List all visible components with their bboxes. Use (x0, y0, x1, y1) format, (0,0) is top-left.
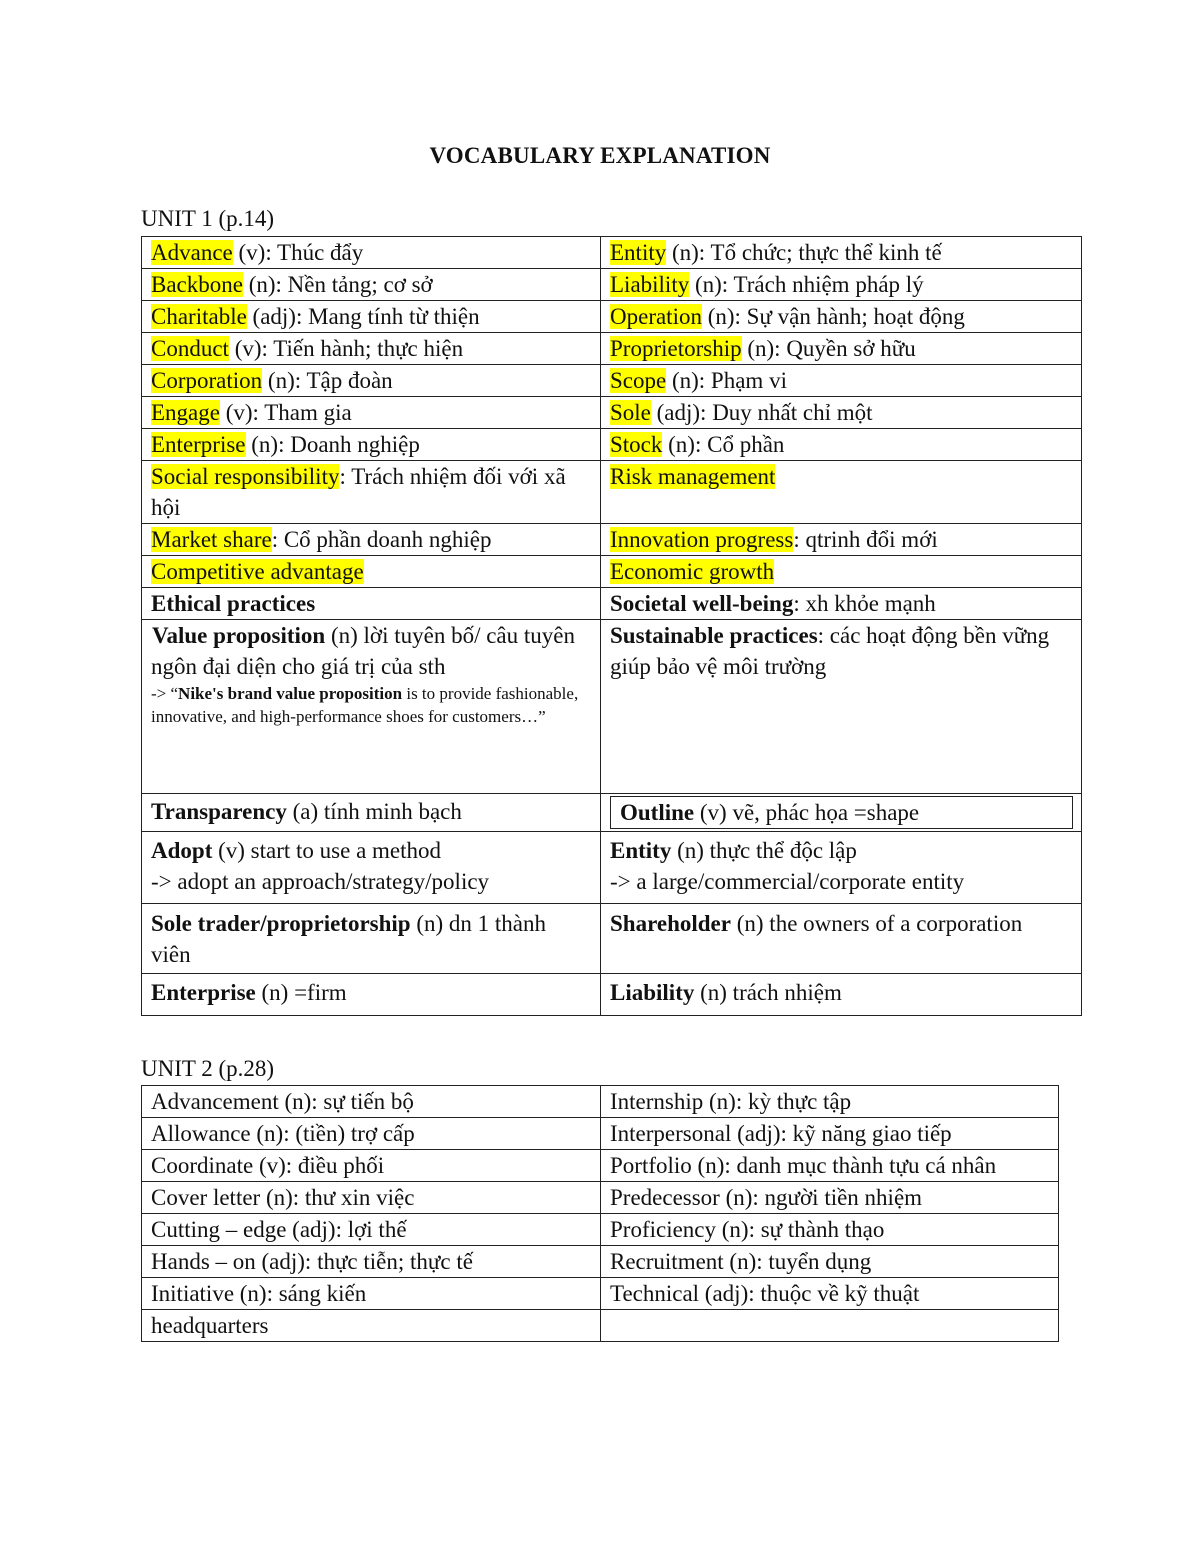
table-row (142, 524, 1082, 556)
vocab-definition: : qtrinh đổi mới (793, 527, 938, 552)
vocab-term: Sole trader/proprietorship (151, 911, 411, 936)
table-row (142, 1086, 1059, 1118)
vocab-term: Backbone (151, 272, 243, 297)
table-row (142, 365, 1082, 397)
vocab-definition: (n): Sự vận hành; hoạt động (701, 304, 965, 329)
vocab-cell (601, 588, 1082, 620)
vocab-term: Enterprise (151, 432, 246, 457)
table-row (142, 1214, 1059, 1246)
vocab-term: Sole (610, 400, 651, 425)
table-row (142, 461, 1082, 524)
table-row (142, 1182, 1059, 1214)
vocab-cell (601, 832, 1082, 904)
vocab-definition: (v) start to use a method (212, 838, 442, 863)
vocab-term: Ethical practices (151, 591, 316, 616)
vocab-cell (601, 794, 1082, 832)
table-row (142, 1150, 1059, 1182)
table-row (142, 904, 1082, 974)
vocab-cell (142, 365, 601, 397)
vocab-cell (142, 397, 601, 429)
table-row (142, 269, 1082, 301)
vocab-cell: Predecessor (n): người tiền nhiệm (601, 1182, 1059, 1214)
table-row (142, 1310, 1059, 1342)
vocab-definition: (v) vẽ, phác họa =shape (694, 800, 920, 825)
vocab-definition: (adj): Mang tính từ thiện (246, 304, 480, 329)
vocab-term: Innovation progress (610, 527, 794, 552)
vocab-term: Competitive advantage (151, 559, 364, 584)
vocab-cell (601, 461, 1082, 524)
table-row (142, 1246, 1059, 1278)
vocab-cell: Allowance (n): (tiền) trợ cấp (142, 1118, 601, 1150)
vocab-definition: (n): Doanh nghiệp (245, 432, 420, 457)
vocab-definition: (n) dn 1 thành viên (151, 911, 547, 967)
vocab-cell (601, 556, 1082, 588)
vocab-definition: (v): Tiến hành; thực hiện (228, 336, 464, 361)
vocab-term: Advance (151, 240, 233, 265)
vocab-definition: : Trách nhiệm đối với xã hội (151, 464, 566, 520)
document-title: VOCABULARY EXPLANATION (429, 143, 771, 168)
vocab-term: Adopt (151, 838, 213, 863)
vocab-definition: : các hoạt động bền vững giúp bảo vệ môi trường (610, 623, 1050, 679)
vocab-cell (142, 588, 601, 620)
vocab-term: Enterprise (151, 980, 256, 1005)
vocab-cell: Technical (adj): thuộc về kỹ thuật (601, 1278, 1059, 1310)
vocab-cell: Cutting – edge (adj): lợi thế (142, 1214, 601, 1246)
vocab-definition: (v): Thúc đẩy (232, 240, 364, 265)
vocab-definition: (n): Tổ chức; thực thể kinh tế (666, 240, 942, 265)
table-row (142, 301, 1082, 333)
vocab-definition: (n) =firm (255, 980, 347, 1005)
vocab-cell (142, 832, 601, 904)
vocab-cell (142, 461, 601, 524)
vocab-definition: (n): Quyền sở hữu (741, 336, 916, 361)
table-row (142, 1278, 1059, 1310)
example-sentence (151, 682, 591, 728)
table-row (142, 237, 1082, 269)
vocab-definition: (n): Nền tảng; cơ sở (242, 272, 433, 297)
vocab-definition: (n): Cổ phần (662, 432, 785, 457)
vocab-cell (601, 429, 1082, 461)
vocab-example: -> adopt an approach/strategy/policy (151, 869, 490, 894)
example-bold: Nike's brand value proposition (178, 684, 403, 703)
table-row (142, 1118, 1059, 1150)
unit2-vocab-table (141, 1085, 1059, 1342)
vocab-cell: Coordinate (v): điều phối (142, 1150, 601, 1182)
vocab-term: Stock (610, 432, 663, 457)
vocab-term: Charitable (151, 304, 247, 329)
vocab-cell: Initiative (n): sáng kiến (142, 1278, 601, 1310)
vocab-term: Liability (610, 272, 690, 297)
vocab-term: Market share (151, 527, 272, 552)
vocab-cell (142, 269, 601, 301)
vocab-cell (601, 333, 1082, 365)
vocab-cell (601, 524, 1082, 556)
vocab-cell (142, 333, 601, 365)
vocab-cell (601, 269, 1082, 301)
unit1-bold-rows (142, 588, 1082, 1016)
vocab-term: Value proposition (152, 623, 326, 648)
vocab-cell (601, 397, 1082, 429)
vocab-cell: Hands – on (adj): thực tiễn; thực tế (142, 1246, 601, 1278)
vocab-term: Liability (610, 980, 695, 1005)
vocab-cell: Recruitment (n): tuyển dụng (601, 1246, 1059, 1278)
vocab-cell (142, 237, 601, 269)
table-row (142, 832, 1082, 904)
vocab-definition: (n) trách nhiệm (694, 980, 842, 1005)
unit1-heading: UNIT 1 (p.14) (141, 206, 275, 231)
vocab-definition: : xh khỏe mạnh (793, 591, 936, 616)
vocab-term: Economic growth (610, 559, 775, 584)
vocab-cell (142, 904, 601, 974)
vocab-term: Sustainable practices (610, 623, 818, 648)
unit2-rows (142, 1086, 1059, 1342)
vocab-term: Entity (610, 240, 667, 265)
vocab-term: Entity (610, 838, 672, 863)
vocab-term: Social responsibility (151, 464, 340, 489)
vocab-definition: (n) lời tuyên bố/ câu tuyên ngôn đại diện cho giá trị của sth (151, 623, 575, 679)
vocab-term: Transparency (151, 799, 287, 824)
vocab-term: Engage (151, 400, 220, 425)
table-row (142, 974, 1082, 1016)
vocab-cell (142, 301, 601, 333)
vocab-cell (601, 301, 1082, 333)
outline-box (610, 796, 1073, 829)
example-prefix: -> “ (151, 684, 179, 703)
vocab-cell (142, 429, 601, 461)
vocab-term: Societal well-being (610, 591, 794, 616)
vocab-term: Scope (610, 368, 667, 393)
vocab-cell: Advancement (n): sự tiến bộ (142, 1086, 601, 1118)
vocab-cell: Cover letter (n): thư xin việc (142, 1182, 601, 1214)
vocab-term: Risk management (610, 464, 776, 489)
vocab-cell (142, 974, 601, 1016)
table-row (142, 397, 1082, 429)
vocab-definition: (n) the owners of a corporation (730, 911, 1023, 936)
vocab-cell (601, 904, 1082, 974)
vocab-term: Corporation (151, 368, 263, 393)
vocab-cell (601, 620, 1082, 794)
vocab-definition: (a) tính minh bạch (286, 799, 462, 824)
vocab-term: Shareholder (610, 911, 731, 936)
vocab-cell (142, 524, 601, 556)
vocab-definition: (v): Tham gia (219, 400, 352, 425)
vocab-definition: (n): Trách nhiệm pháp lý (689, 272, 924, 297)
table-row (142, 429, 1082, 461)
vocab-cell: Portfolio (n): danh mục thành tựu cá nhân (601, 1150, 1059, 1182)
vocab-term: Proprietorship (610, 336, 742, 361)
unit1-simple-rows (142, 237, 1082, 588)
vocab-cell (601, 974, 1082, 1016)
vocab-term: Conduct (151, 336, 229, 361)
table-row (142, 333, 1082, 365)
vocab-cell: Internship (n): kỳ thực tập (601, 1086, 1059, 1118)
unit1-vocab-table (141, 236, 1082, 1016)
vocab-cell (601, 365, 1082, 397)
example-rest: is to provide fashionable, innovative, and high-performance shoes for customers…” (151, 684, 579, 726)
vocab-example: -> a large/commercial/corporate entity (610, 869, 965, 894)
vocab-cell: headquarters (142, 1310, 601, 1342)
vocab-term: Operation (610, 304, 702, 329)
vocab-definition: (n) thực thể độc lập (671, 838, 857, 863)
vocab-cell (142, 794, 601, 832)
vocab-term: Outline (620, 800, 695, 825)
vocab-cell (142, 620, 601, 794)
vocab-cell: Interpersonal (adj): kỹ năng giao tiếp (601, 1118, 1059, 1150)
vocab-definition: : Cổ phần doanh nghiệp (271, 527, 492, 552)
table-row (142, 620, 1082, 794)
table-row (142, 588, 1082, 620)
table-row (142, 556, 1082, 588)
table-row (142, 794, 1082, 832)
vocab-cell (601, 1310, 1059, 1342)
vocab-definition: (n): Phạm vi (666, 368, 787, 393)
vocab-cell (142, 556, 601, 588)
vocab-cell: Proficiency (n): sự thành thạo (601, 1214, 1059, 1246)
vocab-definition: (n): Tập đoàn (262, 368, 393, 393)
unit2-heading: UNIT 2 (p.28) (141, 1056, 275, 1081)
vocab-definition: (adj): Duy nhất chỉ một (650, 400, 873, 425)
vocab-cell (601, 237, 1082, 269)
